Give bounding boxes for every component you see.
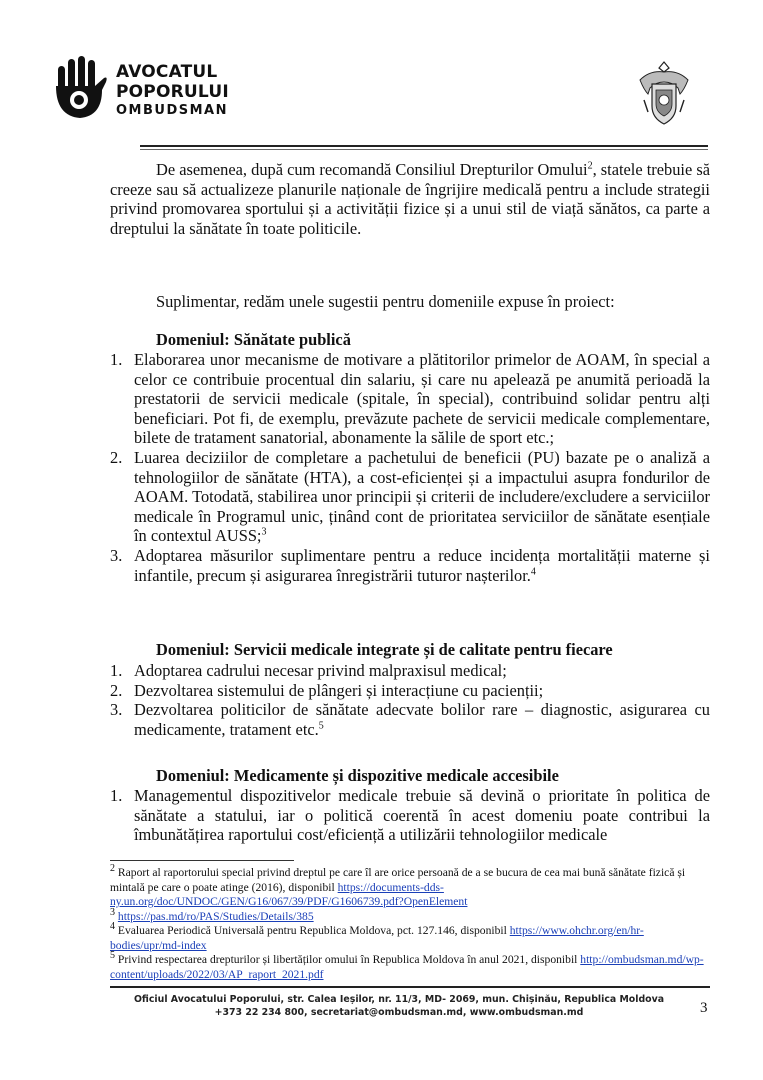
footnote-ref: 4	[530, 566, 536, 578]
page-number: 3	[700, 1000, 708, 1016]
footer-divider	[110, 986, 710, 988]
footnote-ref: 2	[587, 160, 593, 172]
footnote-5: $^5$ Privind respectarea drepturilor și libertăților omului în Republica Moldova în anul 2021, disponibil http://ombudsman.md/wp-content/uploads/2022/03/AP_raport_2021.pdf	[110, 950, 704, 981]
intro-text: De asemenea, după cum recomandă Consiliul Drepturilor Omului	[156, 160, 588, 179]
footnote-4: $^4$ Evaluarea Periodică Universală pentru Republica Moldova, pct. 127.146, disponibil https://www.ohchr.org/en/hr-bodies/upr/md-index	[110, 921, 644, 952]
logo-text	[116, 62, 229, 120]
footnote-link[interactable]: http://ombudsman.md/wp-content/uploads/2022/03/AP_raport_2021.pdf	[110, 953, 704, 981]
suggestions-intro: Suplimentar, redăm unele sugestii pentru domeniile expuse în proiect:	[156, 292, 615, 311]
footnotes	[110, 863, 710, 982]
list-item: 1. Elaborarea unor mecanisme de motivare a plătitorilor primelor de AOAM, în special a celor ce contribuie procentual din salariu, și care nu apelează pe anumită perioadă la prestatorii de servicii medicale (spitale, în special), contribuind solidar pentru alți beneficiari. Pot fi, de exemplu, prevăzute pachete de servicii medicale complementare, bilete de tratament sanatorial, abonamente la sălile de sport etc.;	[110, 350, 710, 448]
footnote-link[interactable]: https://documents-dds-ny.un.org/doc/UNDOC/GEN/G16/067/39/PDF/G1606739.pdf?OpenElement	[110, 880, 468, 908]
hand-logo-icon	[52, 56, 108, 120]
list-item: 2. Luarea deciziilor de completare a pachetului de beneficii (PU) bazate pe o analiză a tehnologiilor de sănătate (HTA), a cost-eficienței și a impactului asupra fondurilor de AOAM. Totodată, stabilirea unor principii și criterii de includere/excludere a serviciilor medicale în Programul unic, ținând cont de prioritatea serviciilor de sănătate esențiale în contextul AUSS;$^3$	[110, 447, 710, 546]
footnote-link[interactable]: https://www.ohchr.org/en/hr-bodies/upr/md-index	[110, 924, 644, 952]
integrated-services-list	[110, 661, 710, 739]
section-heading-public-health: Domeniul: Sănătate publică	[156, 330, 351, 349]
public-health-list	[110, 350, 710, 585]
intro-paragraph	[110, 160, 710, 238]
footnote-2: $^2$ Raport al raportorului special privind dreptul pe care îl are orice persoană de a se bucura de cea mai bună sănătate fizică și mintală pe care o poate atinge (2016), disponibil https://documents-dds-ny.un.org/doc/UNDOC/GEN/G16/067/39/PDF/G1606739.pdf?OpenElement	[110, 863, 686, 908]
medicines-list	[110, 786, 710, 845]
footer-contact	[110, 993, 688, 1019]
footnote-ref: 3	[261, 526, 267, 538]
footer-address: Oficiul Avocatului Poporului, str. Calea Ieșilor, nr. 11/3, MD- 2069, mun. Chișinău, Republica Moldova	[133, 994, 665, 1005]
list-item: 1. Managementul dispozitivelor medicale trebuie să devină o prioritate în politica de sănătate a statului, iar o politică coerentă în acest domeniu poate contribui la îmbunătățirea raportului cost/eficiență a utilizării tehnologiilor medicale	[110, 786, 710, 845]
footnote-divider	[110, 860, 294, 861]
section-heading-medicines: Domeniul: Medicamente și dispozitive medicale accesibile	[156, 766, 559, 785]
list-item: 3. Adoptarea măsurilor suplimentare pentru a reduce incidența mortalității materne și infantile, precum și asigurarea înregistrării tuturor nașterilor.$^4$	[110, 545, 710, 585]
list-item: 2. Dezvoltarea sistemului de plângeri și interacțiune cu pacienții;	[110, 680, 544, 700]
intro-text-rest: , statele trebuie să creeze sau să actualizeze planurile naționale de îngrijire medicală pentru a include strategii privind promovarea sportului și a activității fizice și a unui stil de viață sănătos, ca parte a dreptului la sănătate în toate politicile.	[110, 160, 711, 238]
header-divider	[140, 145, 708, 147]
footnote-3: $^3$ https://pas.md/ro/PAS/Studies/Details/385	[110, 906, 314, 923]
header-divider-thin	[140, 149, 708, 150]
logo-line-1: AVOCATUL	[116, 62, 218, 82]
logo-line-3: OMBUDSMAN	[116, 103, 228, 118]
list-item: 3. Dezvoltarea politicilor de sănătate adecvate bolilor rare – diagnostic, asigurarea cu medicamente, tratament etc.$^5$	[110, 700, 710, 739]
logo-line-2: POPORULUI	[116, 82, 229, 102]
coat-of-arms-icon	[636, 60, 692, 130]
footnote-ref: 5	[318, 720, 324, 732]
ombudsman-logo	[52, 56, 232, 126]
footer-contacts: +373 22 234 800, secretariat@ombudsman.md, www.ombudsman.md	[214, 1007, 584, 1018]
list-item: 1. Adoptarea cadrului necesar privind malpraxisul medical;	[110, 661, 507, 680]
section-heading-integrated-services: Domeniul: Servicii medicale integrate și de calitate pentru fiecare	[156, 640, 613, 659]
footnote-link[interactable]: https://pas.md/ro/PAS/Studies/Details/385	[117, 909, 314, 923]
